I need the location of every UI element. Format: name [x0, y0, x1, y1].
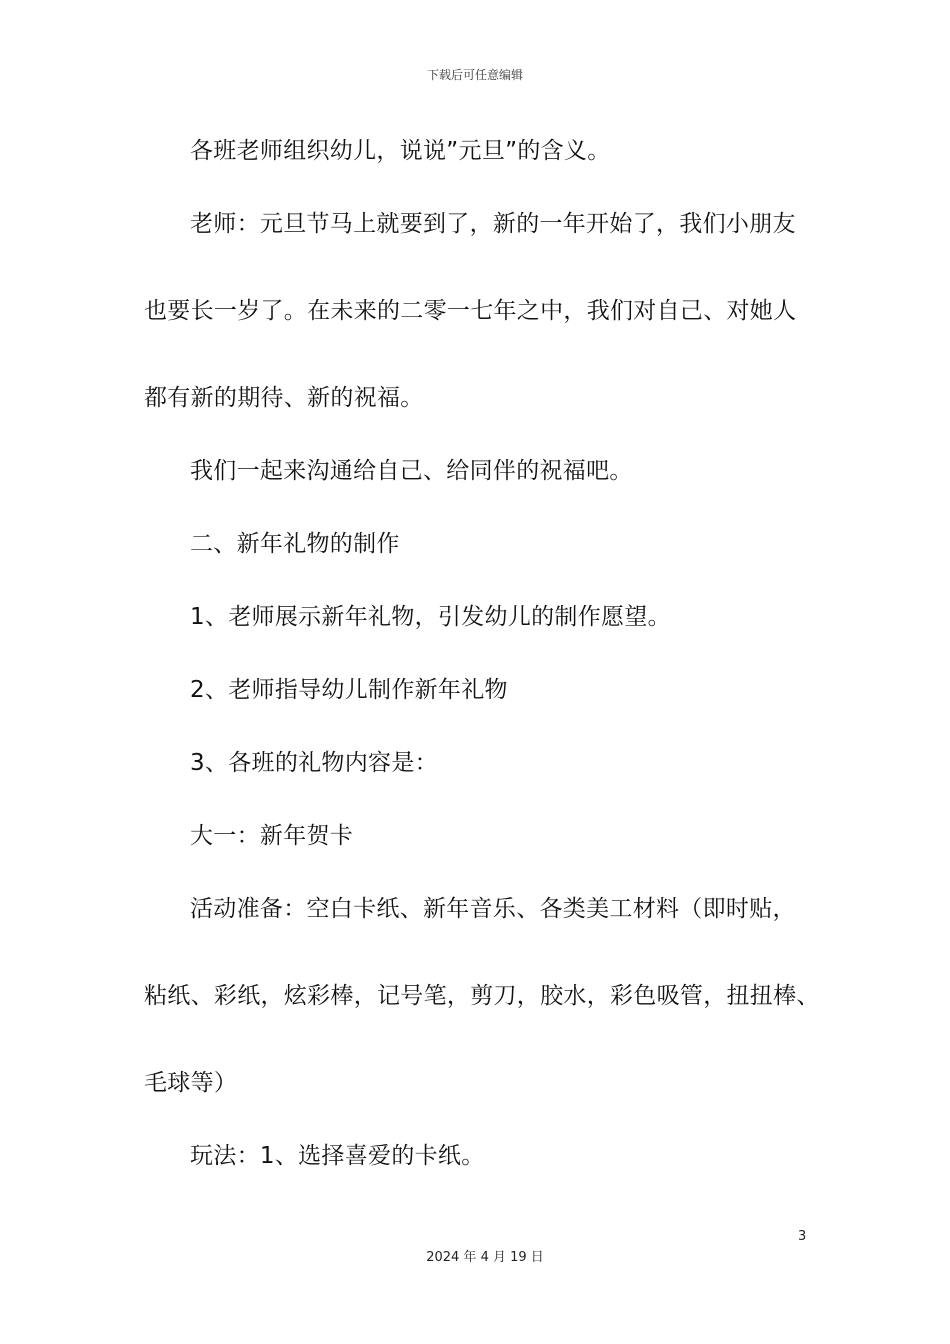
paragraph-line: 3、各班的礼物内容是： — [190, 750, 438, 776]
paragraph-line: 也要长一岁了。在未来的二零一七年之中，我们对自己、对她人 — [144, 298, 797, 324]
section-heading: 二、新年礼物的制作 — [190, 531, 400, 557]
page-header: 下载后可任意编辑 — [426, 68, 523, 82]
paragraph-line: 老师：元旦节马上就要到了，新的一年开始了，我们小朋友 — [190, 211, 796, 237]
paragraph-line: 毛球等） — [144, 1070, 238, 1096]
paragraph-line: 活动准备：空白卡纸、新年音乐、各类美工材料（即时贴， — [190, 896, 796, 922]
page-number: 3 — [798, 1229, 807, 1244]
paragraph-line: 大一：新年贺卡 — [190, 823, 354, 849]
paragraph-line: 2、老师指导幼儿制作新年礼物 — [190, 677, 508, 703]
footer-date: 2024 年 4 月 19 日 — [426, 1250, 544, 1265]
paragraph-line: 各班老师组织幼儿，说说”元旦”的含义。 — [190, 138, 611, 164]
paragraph-line: 粘纸、彩纸，炫彩棒，记号笔，剪刀，胶水，彩色吸管，扭扭棒、 — [144, 983, 820, 1009]
paragraph-line: 都有新的期待、新的祝福。 — [144, 385, 424, 411]
paragraph-line: 玩法：1、选择喜爱的卡纸。 — [190, 1143, 485, 1169]
paragraph-line: 1、老师展示新年礼物，引发幼儿的制作愿望。 — [190, 604, 671, 630]
paragraph-line: 我们一起来沟通给自己、给同伴的祝福吧。 — [190, 458, 633, 484]
